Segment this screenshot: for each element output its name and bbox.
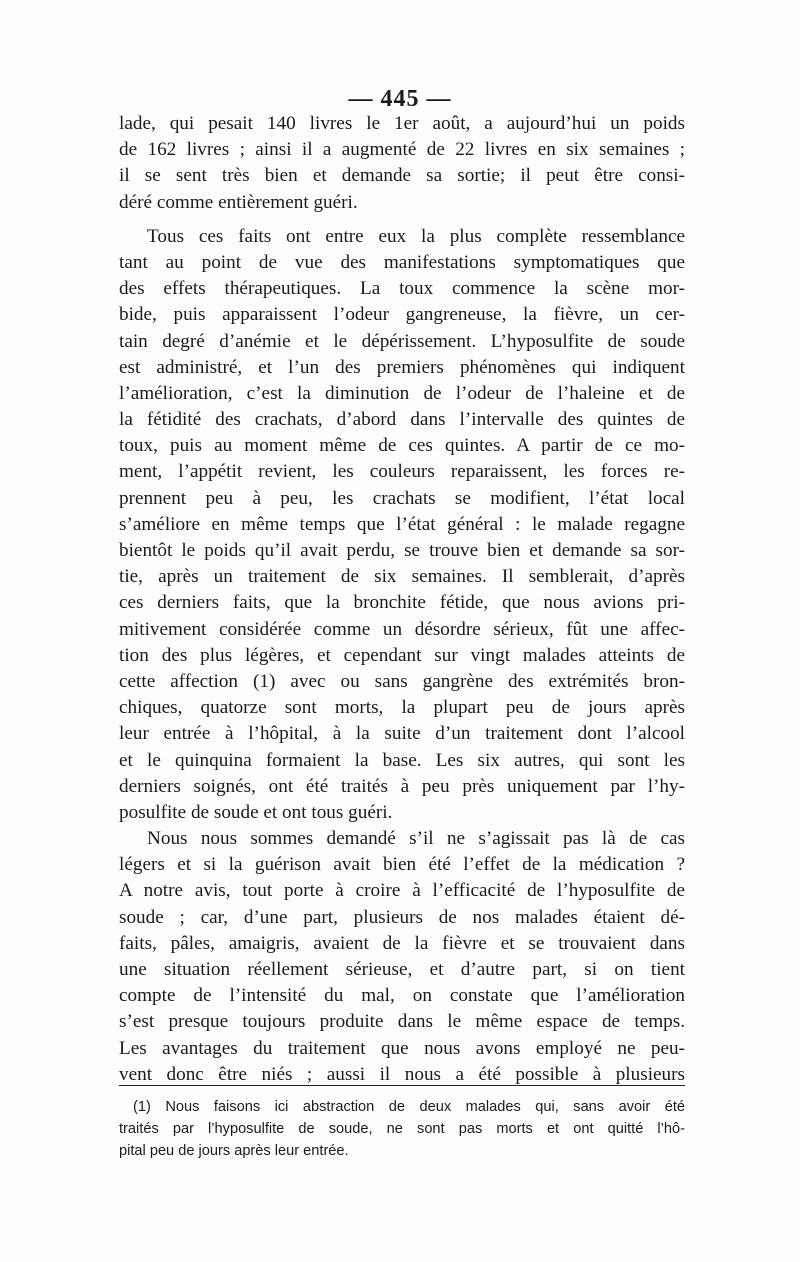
footnote-line: pital peu de jours après leur entrée.	[119, 1143, 349, 1159]
text-line: Nous nous sommes demandé s’il ne s’agissait pas là de cas	[147, 828, 685, 850]
footnote-line: (1) Nous faisons ici abstraction de deux malades qui, sans avoir été	[133, 1099, 685, 1115]
text-line: ces derniers faits, que la bronchite fétide, que nous avions pri-	[119, 592, 685, 614]
text-line: il se sent très bien et demande sa sortie; il peut être consi-	[119, 165, 685, 187]
text-line: des effets thérapeutiques. La toux commence la scène mor-	[119, 278, 685, 300]
text-line: cette affection (1) avec ou sans gangrène des extrémités bron-	[119, 670, 685, 692]
text-line: faits, pâles, amaigris, avaient de la fièvre et se trouvaient dans	[119, 932, 685, 954]
text-line: la fétidité des crachats, d’abord dans l’intervalle des quintes de	[119, 409, 685, 431]
text-line: mitivement considérée comme un désordre sérieux, fût une affec-	[119, 618, 685, 640]
text-line: déré comme entièrement guéri.	[119, 191, 358, 213]
text-line: tant au point de vue des manifestations symptomatiques que	[119, 251, 685, 273]
footnote	[119, 1096, 685, 1162]
text-line: prennent peu à peu, les crachats se modifient, l’état local	[119, 487, 685, 509]
text-line: s’est presque toujours produite dans le même espace de temps.	[119, 1011, 685, 1033]
text-line: derniers soignés, ont été traités à peu près uniquement par l’hy-	[119, 775, 685, 797]
text-line: une situation réellement sérieuse, et d’autre part, si on tient	[119, 959, 685, 980]
text-line: soude ; car, d’une part, plusieurs de nos malades étaient dé-	[119, 906, 685, 928]
page-number: — 445 —	[348, 86, 452, 112]
text-line: lade, qui pesait 140 livres le 1er août, a aujourd’hui un poids	[119, 113, 685, 134]
footnote-separator	[119, 1085, 685, 1086]
text-line: vent donc être niés ; aussi il nous a été possible à plusieurs	[119, 1063, 685, 1085]
text-line: ment, l’appétit revient, les couleurs reparaissent, les forces re-	[119, 461, 685, 483]
text-line: posulfite de soude et ont tous guéri.	[119, 801, 393, 823]
text-line: tion des plus légères, et cependant sur vingt malades atteints de	[119, 644, 685, 666]
text-line: l’amélioration, c’est la diminution de l’odeur de l’haleine et de	[119, 382, 685, 404]
paragraph-gap	[119, 216, 685, 224]
text-line: toux, puis au moment même de ces quintes. A partir de ce mo-	[119, 435, 685, 457]
footnote-line: traités par l’hyposulfite de soude, ne sont pas morts et ont quitté l’hô-	[119, 1121, 685, 1137]
text-line: bientôt le poids qu’il avait perdu, se trouve bien et demande sa sor-	[119, 540, 685, 561]
text-line: tain degré d’anémie et le dépérissement. L’hyposulfite de soude	[119, 330, 685, 352]
text-line: compte de l’intensité du mal, on constate que l’amélioration	[119, 985, 685, 1007]
text-line: bide, puis apparaissent l’odeur gangreneuse, la fièvre, un cer-	[119, 304, 685, 326]
text-line: A notre avis, tout porte à croire à l’efficacité de l’hyposulfite de	[119, 880, 685, 902]
text-line: leur entrée à l’hôpital, à la suite d’un traitement dont l’alcool	[119, 723, 685, 745]
text-line: est administré, et l’un des premiers phénomènes qui indiquent	[119, 356, 685, 378]
text-line: tie, après un traitement de six semaines. Il semblerait, d’après	[119, 566, 685, 588]
text-line: Les avantages du traitement que nous avons employé ne peu-	[119, 1037, 685, 1059]
text-line: et le quinquina formaient la base. Les six autres, qui sont les	[119, 749, 685, 771]
text-line: de 162 livres ; ainsi il a augmenté de 22 livres en six semaines ;	[119, 139, 685, 161]
text-line: légers et si la guérison avait bien été l’effet de la médication ?	[119, 854, 685, 876]
body-text	[119, 111, 685, 1088]
text-line: Tous ces faits ont entre eux la plus complète ressemblance	[147, 225, 685, 247]
text-line: chiques, quatorze sont morts, la plupart peu de jours après	[119, 697, 685, 719]
text-line: s’améliore en même temps que l’état général : le malade regagne	[119, 513, 685, 535]
